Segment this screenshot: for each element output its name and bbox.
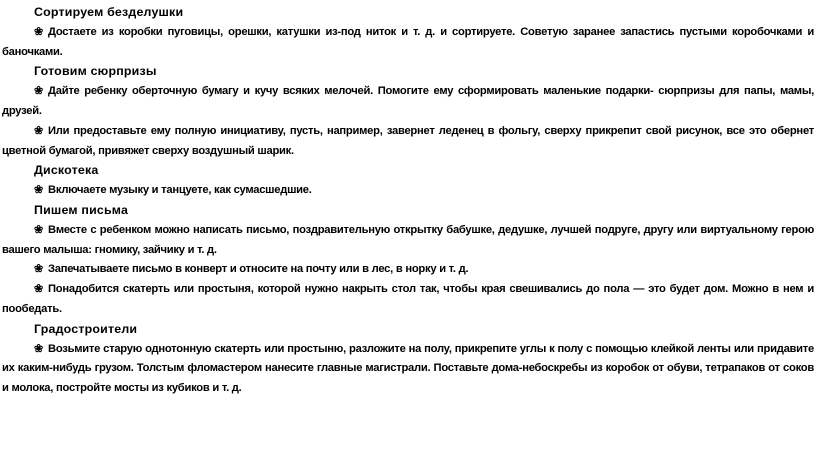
paragraph-text: Возьмите старую однотонную скатерть или простыню, разложите на полу, прикрепите углы к полу с помощью клейкой ленты или придавите их каким-нибудь грузом. Толстым фломастером нанесите главные магистрали. Поставьте дома-небоскребы из коробок от обуви, тетрапаков от соков и молока, постройте мосты из кубиков и т. д. [2,342,814,395]
paragraph-text: Запечатываете письмо в конверт и относите на почту или в лес, в норку и т. д. [48,263,469,276]
paragraph-text: Или предоставьте ему полную инициативу, пусть, например, завернет леденец в фольгу, сверху прикрепит свой рисунок, все это обернет цветной бумагой, привяжет сверху воздушный шарик. [2,124,814,157]
bullet-icon: ❀ [34,223,43,236]
paragraph-text: Включаете музыку и танцуете, как сумасшедшие. [48,184,312,197]
paragraph [2,23,814,63]
bullet-icon: ❀ [34,263,43,276]
paragraph [2,280,814,320]
section-heading: Готовим сюрпризы [34,64,157,79]
section-heading: Сортируем безделушки [34,5,184,19]
paragraph [2,82,814,122]
paragraph-text: Вместе с ребенком можно написать письмо, поздравительную открытку бабушке, дедушке, лучшей подруге, другу или виртуальному герою вашего малыша: гномику, зайчику и т. д. [2,223,814,256]
bullet-icon: ❀ [34,283,43,296]
bullet-icon: ❀ [34,85,43,98]
paragraph-text: Достаете из коробки пуговицы, орешки, катушки из-под ниток и т. д. и сортируете. Советую заранее запастись пустыми коробочками и баночками. [2,25,814,58]
bullet-icon: ❀ [34,124,43,137]
paragraph [2,221,814,261]
section-heading: Пишем письма [34,202,129,217]
paragraph [2,340,814,399]
section-heading: Дискотека [34,163,99,178]
paragraph [2,122,814,162]
paragraph-text: Дайте ребенку оберточную бумагу и кучу всяких мелочей. Помогите ему сформировать маленькие подарки- сюрпризы для папы, мамы, друзей. [2,85,814,117]
bullet-icon: ❀ [34,342,43,355]
document-body [2,3,814,399]
paragraph [2,260,814,280]
bullet-icon: ❀ [34,25,43,38]
paragraph [2,181,814,201]
section-heading: Градостроители [34,321,138,336]
bullet-icon: ❀ [34,184,43,197]
paragraph-text: Понадобится скатерть или простыня, которой нужно накрыть стол так, чтобы края свешивались до пола — это будет дом. Можно в нем и пообедать. [2,283,814,315]
